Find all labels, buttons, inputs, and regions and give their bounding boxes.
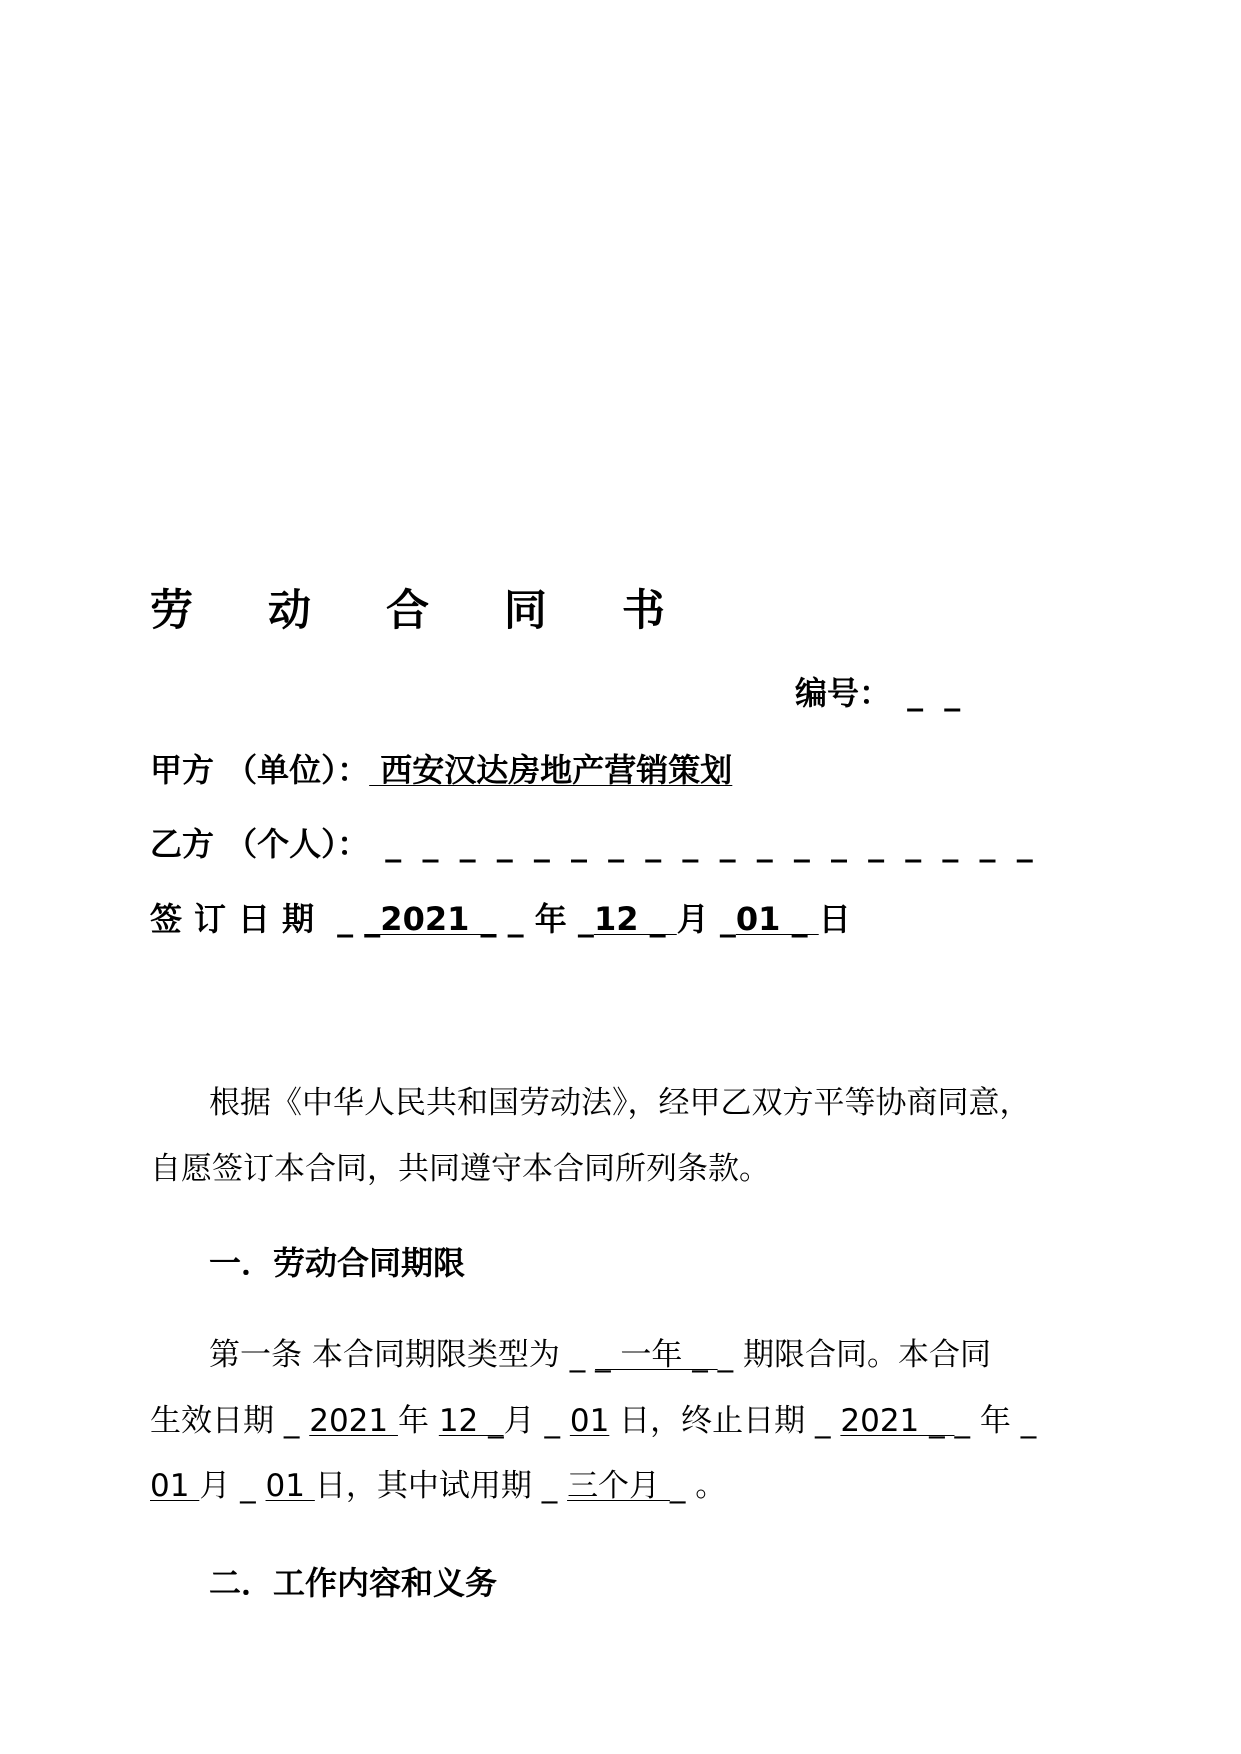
intro-line-1: 根据《中华人民共和国劳动法》，经甲乙双方平等协商同意， xyxy=(209,1085,1031,1121)
party-b-row xyxy=(150,824,1038,864)
party-b-blank: _ _ _ _ _ _ _ _ _ _ _ _ _ _ _ _ _ _ xyxy=(369,825,1038,863)
party-a-value: 西安汉达房地产营销策划 xyxy=(369,751,733,789)
effective-day: 01 xyxy=(569,1403,610,1439)
end-month: 01 xyxy=(150,1468,200,1504)
page-title: 劳 动 合 同 书 xyxy=(150,586,695,636)
article-1-line-2 xyxy=(150,1401,1036,1441)
party-a-label: 甲方 （单位）： xyxy=(150,751,370,789)
end-day: 01 xyxy=(265,1468,315,1504)
sign-date-day: 01 _ xyxy=(735,900,819,938)
probation-value: 三个月 xyxy=(567,1468,670,1504)
sign-date-mid2: 月 _ xyxy=(676,900,736,938)
sign-date-label: 签订日期 xyxy=(150,900,327,938)
article-1-c-t3: _ 。 xyxy=(669,1468,727,1504)
article-1-a-pre: 第一条 本合同期限类型为 _ xyxy=(209,1337,596,1373)
sign-date-end: 日 xyxy=(818,900,851,938)
section-2-heading: 二．工作内容和义务 xyxy=(209,1564,498,1602)
sign-date-row xyxy=(150,899,851,939)
section-1-heading: 一．劳动合同期限 xyxy=(209,1244,466,1282)
intro-line-2: 自愿签订本合同，共同遵守本合同所列条款。 xyxy=(150,1151,770,1187)
article-1-line-1 xyxy=(209,1335,991,1375)
article-1-c-t2: 日，其中试用期 _ xyxy=(314,1468,568,1504)
article-1-b-t1: 年 xyxy=(397,1403,439,1439)
article-1-b-t2: 月 _ xyxy=(503,1403,570,1439)
sign-date-month: 12 _ xyxy=(593,900,677,938)
article-1-a-post: _ 期限合同。本合同 xyxy=(717,1337,991,1373)
effective-month: 12 _ xyxy=(438,1403,504,1439)
end-year: 2021 _ xyxy=(840,1403,955,1439)
sign-date-year: _2021 _ xyxy=(364,900,497,938)
serial-label: 编号： xyxy=(795,674,892,712)
article-1-line-3 xyxy=(150,1466,726,1506)
article-1-c-t1: 月 _ xyxy=(199,1468,266,1504)
contract-type-value: _ 一年 _ xyxy=(595,1337,718,1373)
sign-date-mid1: _ 年 _ xyxy=(496,900,594,938)
article-1-b-pre: 生效日期 _ xyxy=(150,1403,310,1439)
sign-date-pre: _ xyxy=(337,900,365,938)
article-1-b-t3: 日，终止日期 _ xyxy=(609,1403,841,1439)
effective-year: 2021 xyxy=(309,1403,398,1439)
serial-value: _ _ xyxy=(891,674,966,712)
party-b-label: 乙方 （个人）： xyxy=(150,825,370,863)
party-a-row xyxy=(150,750,732,790)
article-1-b-t4: _ 年 _ xyxy=(954,1403,1037,1439)
serial-number xyxy=(795,673,965,713)
